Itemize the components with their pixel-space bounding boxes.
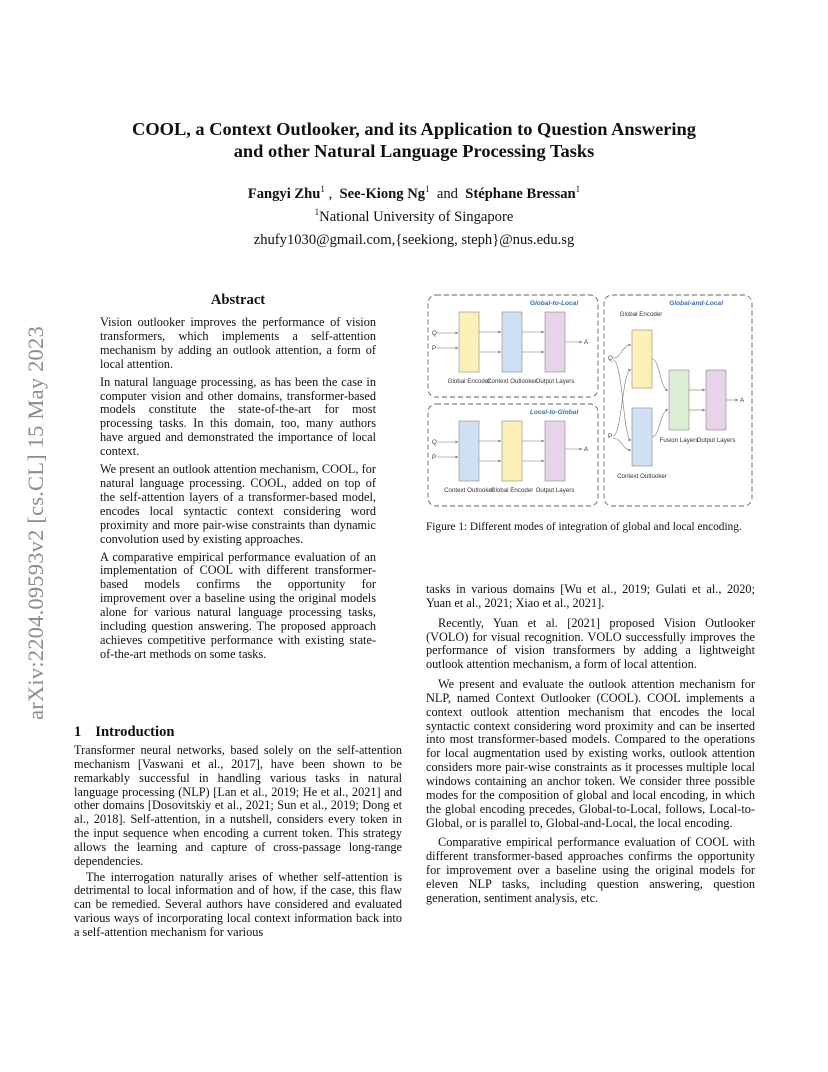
- output-layers-block: [545, 312, 565, 372]
- section-heading-introduction: [74, 724, 189, 741]
- input-label: Q: [608, 355, 613, 362]
- block-label: Context Outlooker: [444, 487, 494, 494]
- block-label: Global Encoder: [619, 311, 663, 318]
- flow-arrow: [652, 359, 668, 390]
- intro-left-column: [74, 744, 402, 942]
- block-label: Output Layers: [535, 487, 575, 494]
- context-outlooker-block: [502, 312, 522, 372]
- input-label: Q: [432, 330, 437, 337]
- affiliation-mark: 1: [314, 207, 320, 218]
- abstract-heading: Abstract: [210, 292, 266, 308]
- paper-title: [70, 118, 758, 162]
- author-affil-mark: 1: [320, 184, 325, 195]
- context-outlooker-block: [632, 408, 652, 466]
- intro-paragraph: The interrogation naturally arises of whether self-attention is detrimental to local information and of how, if the case, this flaw can be remedied. Several authors have considered and evaluated various ways of incorporating local context information back into a self-attention mechanism for various: [74, 869, 402, 939]
- global-encoder-block: [459, 312, 479, 372]
- title-line-2: and other Natural Language Processing Tasks: [233, 141, 595, 161]
- input-label: P: [432, 454, 437, 461]
- section-title: Introduction: [95, 724, 175, 740]
- title-line-1: COOL, a Context Outlooker, and its Application to Question Answering: [132, 119, 696, 139]
- abstract-paragraph: A comparative empirical performance evaluation of an implementation of COOL with different transformer-based models confirms the opportunity for improvement over a baseline using the original models alone for various natural language processing tasks, including question answering. The proposed approach achieves competitive performance with existing state-of-the-art methods on some tasks.: [100, 549, 376, 661]
- author-affil-mark: 1: [575, 184, 581, 195]
- input-label: Q: [432, 439, 437, 446]
- abstract-paragraph: In natural language processing, as has been the case in computer vision and other domains, transformer-based models constitute the state-of-the-art for most processing tasks. In this domain, too, many authors have argued and demonstrated the importance of local context.: [100, 374, 376, 459]
- block-label: Global Encoder: [447, 378, 491, 385]
- author-emails: zhufy1030@gmail.com,{seekiong, steph}@nus.edu.sg: [253, 232, 575, 248]
- global-encoder-block: [502, 421, 522, 481]
- author-separator: ,: [328, 186, 333, 202]
- block-label: Output Layers: [696, 437, 736, 444]
- flow-arrow: [613, 345, 631, 358]
- input-label: P: [608, 433, 613, 440]
- global-encoder-block: [632, 330, 652, 388]
- intro-paragraph: We present and evaluate the outlook attention mechanism for NLP, named Context Outlooker (COOL). COOL implements a context outlook attention mechanism that encodes the local syntactic context considering word proximity and can be inserted into most transformer-based models. Compared to the operations for local augmentation used by existing works, outlook attention considers more pair-wise constraints as it processes multiple local windows containing an anchor token. We consider three possible modes for the composition of global and local encoding, in which the global encoding precedes, Global-to-Local, follows, Local-to-Global, or is parallel to, Global-and-Local, the local encoding.: [426, 677, 755, 830]
- arxiv-stamp: [4, 286, 68, 760]
- intro-right-column: [426, 583, 755, 912]
- affiliation: [70, 209, 758, 226]
- intro-paragraph: Comparative empirical performance evaluation of COOL with different transformer-based approaches confirms the opportunity for improvement over a baseline using the original models for eleven NLP tasks, including question answering, question generation, sentiment analysis, etc.: [426, 835, 755, 905]
- intro-paragraph: Recently, Yuan et al. [2021] proposed Vision Outlooker (VOLO) for visual recognition. VOLO successfully improves the performance of vision transformers by adding a lightweight outlook attention mechanism, a form of local attention.: [426, 615, 755, 672]
- abstract-body: [100, 316, 376, 666]
- panel-title: Global-to-Local: [529, 300, 579, 307]
- affiliation-name: National University of Singapore: [319, 209, 514, 225]
- figure-1-caption: Figure 1: Different modes of integration of global and local encoding.: [426, 521, 742, 533]
- figure-1-diagram: [424, 290, 756, 512]
- output-label: A: [584, 446, 589, 453]
- input-label: P: [432, 345, 437, 352]
- context-outlooker-block: [459, 421, 479, 481]
- block-label: Output Layers: [535, 378, 575, 385]
- arxiv-stamp-text: arXiv:2204.09593v2 [cs.CL] 15 May 2023: [23, 326, 48, 720]
- block-label: Context Outlooker: [617, 473, 667, 480]
- abstract-paragraph: Vision outlooker improves the performance of vision transformers, which implements a self-attention mechanism by adding an outlook attention, a form of local attention.: [100, 315, 376, 371]
- flow-arrow: [652, 410, 668, 437]
- block-label: Global Encoder: [490, 487, 534, 494]
- output-layers-block: [706, 370, 726, 430]
- section-number: 1: [74, 724, 82, 740]
- abstract-paragraph: We present an outlook attention mechanism, COOL, for natural language processing. COOL, added on top of the self-attention layers of a transformer-based model, encodes local syntactic context considering word proximity and more pair-wise constraints than dynamic convolution used by existing approaches.: [100, 462, 376, 546]
- intro-paragraph: tasks in various domains [Wu et al., 2019; Gulati et al., 2020; Yuan et al., 2021; Xiao et al., 2021].: [426, 582, 755, 610]
- author-affil-mark: 1: [425, 184, 430, 195]
- flow-arrow: [613, 438, 631, 450]
- author-separator: and: [436, 186, 458, 202]
- panel-title: Global-and-Local: [669, 300, 723, 307]
- block-label: Fusion Layers: [659, 437, 699, 444]
- output-label: A: [584, 339, 589, 346]
- block-label: Context Outlooker: [487, 378, 537, 385]
- author-name: Stéphane Bressan: [465, 186, 576, 202]
- output-label: A: [740, 397, 745, 404]
- output-layers-block: [545, 421, 565, 481]
- author-list: [70, 186, 758, 203]
- intro-paragraph: Transformer neural networks, based solely on the self-attention mechanism [Vaswani et al., 2017], have been shown to be remarkably successful in handling various tasks in natural language processing (NLP) [Lan et al., 2019; He et al., 2021] and other domains [Dosovitskiy et al., 2021; Sun et al., 2019; Dong et al., 2018]. Self-attention, in a nutshell, considers every token in the input sequence when encoding a current token. This strategy allows the learning and capture of cross-passage long-range dependencies.: [74, 743, 402, 868]
- author-name: See-Kiong Ng: [339, 186, 426, 202]
- fusion-layers-block: [669, 370, 689, 430]
- figure-1: [424, 290, 756, 512]
- flow-arrow: [613, 370, 631, 436]
- panel-title: Local-to-Global: [529, 409, 579, 416]
- author-name: Fangyi Zhu: [247, 186, 321, 202]
